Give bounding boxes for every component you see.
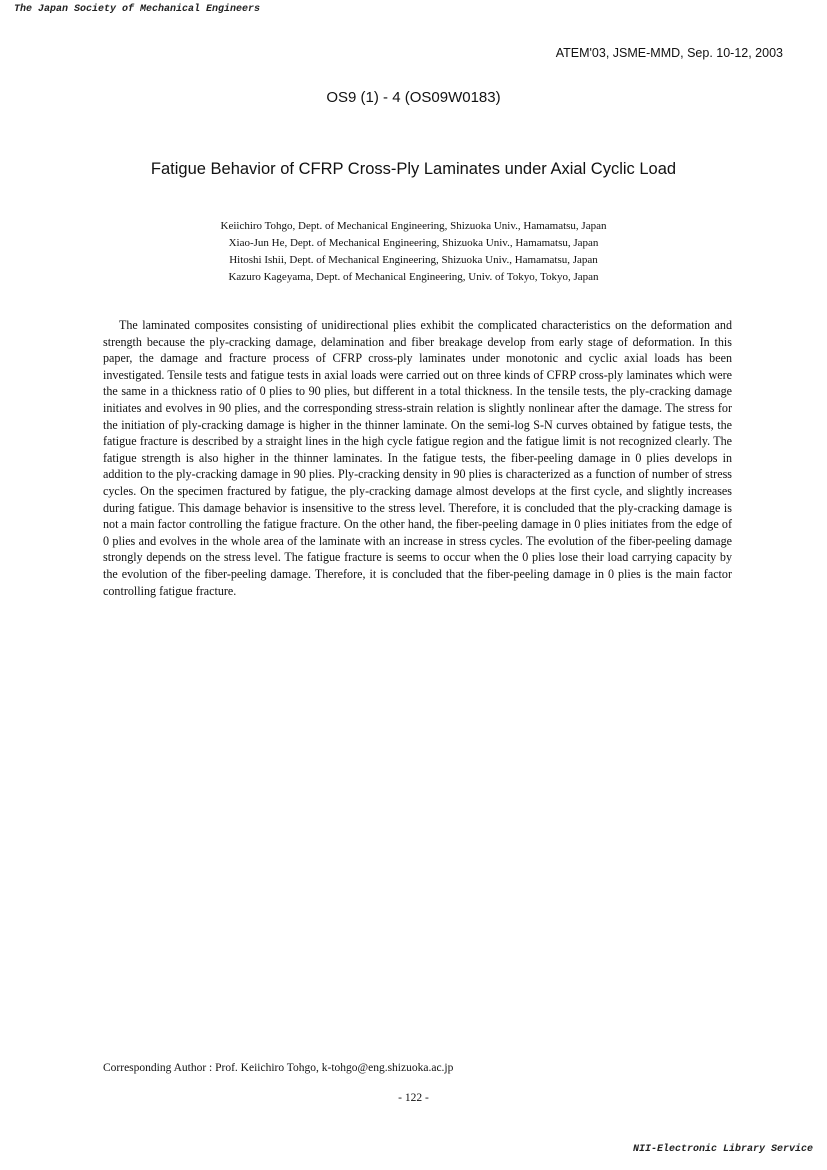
page-number: - 122 - [398, 1092, 429, 1104]
conference-info: ATEM'03, JSME-MMD, Sep. 10-12, 2003 [555, 46, 783, 60]
author-line: Keiichiro Tohgo, Dept. of Mechanical Engineering, Shizuoka Univ., Hamamatsu, Japan [220, 220, 607, 232]
author-line: Xiao-Jun He, Dept. of Mechanical Engineering, Shizuoka Univ., Hamamatsu, Japan [228, 237, 599, 249]
paper-id: OS9 (1) - 4 (OS09W0183) [326, 89, 501, 106]
author-list [0, 218, 827, 286]
library-watermark: NII-Electronic Library Service [632, 1144, 813, 1155]
corresponding-author: Corresponding Author : Prof. Keiichiro Tohgo, k-tohgo@eng.shizuoka.ac.jp [103, 1062, 454, 1074]
author-line: Hitoshi Ishii, Dept. of Mechanical Engineering, Shizuoka Univ., Hamamatsu, Japan [229, 254, 598, 266]
paper-title: Fatigue Behavior of CFRP Cross-Ply Laminates under Axial Cyclic Load [150, 160, 677, 178]
abstract-text: The laminated composites consisting of unidirectional plies exhibit the complicated characteristics on the deformation and strength because the ply-cracking damage, delamination and fiber breakage develop from early stage of deformation. In this paper, the damage and fracture process of CFRP cross-ply laminates under monotonic and cyclic axial loads has been investigated. Tensile tests and fatigue tests in axial loads were carried out on three kinds of CFRP cross-ply laminates which were the same in a thickness ratio of 0 plies to 90 plies, but different in a total thickness. In the tensile tests, the ply-cracking damage initiates and evolves in 90 plies, and the corresponding stress-strain relation is slightly nonlinear after the damage. The stress for the initiation of ply-cracking damage is higher in the thinner laminate. On the semi-log S-N curves obtained by fatigue tests, the fatigue fracture is described by a straight lines in the high cycle fatigue region and the fatigue limit is not recognized clearly. The fatigue strength is also higher in the thinner laminates. In the fatigue tests, the fiber-peeling damage in 0 plies develops in addition to the ply-cracking damage in 90 plies. Ply-cracking density in 90 plies is characterized as a function of number of stress cycles. On the specimen fractured by fatigue, the ply-cracking damage almost develops at the first cycle, and slightly increases during fatigue. This damage behavior is insensitive to the stress level. Therefore, it is concluded that the ply-cracking damage is not a main factor controlling the fatigue fracture. On the other hand, the fiber-peeling damage in 0 plies initiates from the edge of 0 plies and evolves in the whole area of the laminate with an increase in stress cycles. The evolution of the fiber-peeling damage strongly depends on the stress level. The fatigue fracture is seems to occur when the 0 plies lose their load carrying capacity by the evolution of the fiber-peeling damage. Therefore, it is concluded that the fiber-peeling damage in 0 plies is the main factor controlling fatigue fracture. [103, 318, 732, 598]
author-line: Kazuro Kageyama, Dept. of Mechanical Engineering, Univ. of Tokyo, Tokyo, Japan [228, 271, 599, 283]
society-watermark: The Japan Society of Mechanical Engineers [14, 4, 261, 15]
